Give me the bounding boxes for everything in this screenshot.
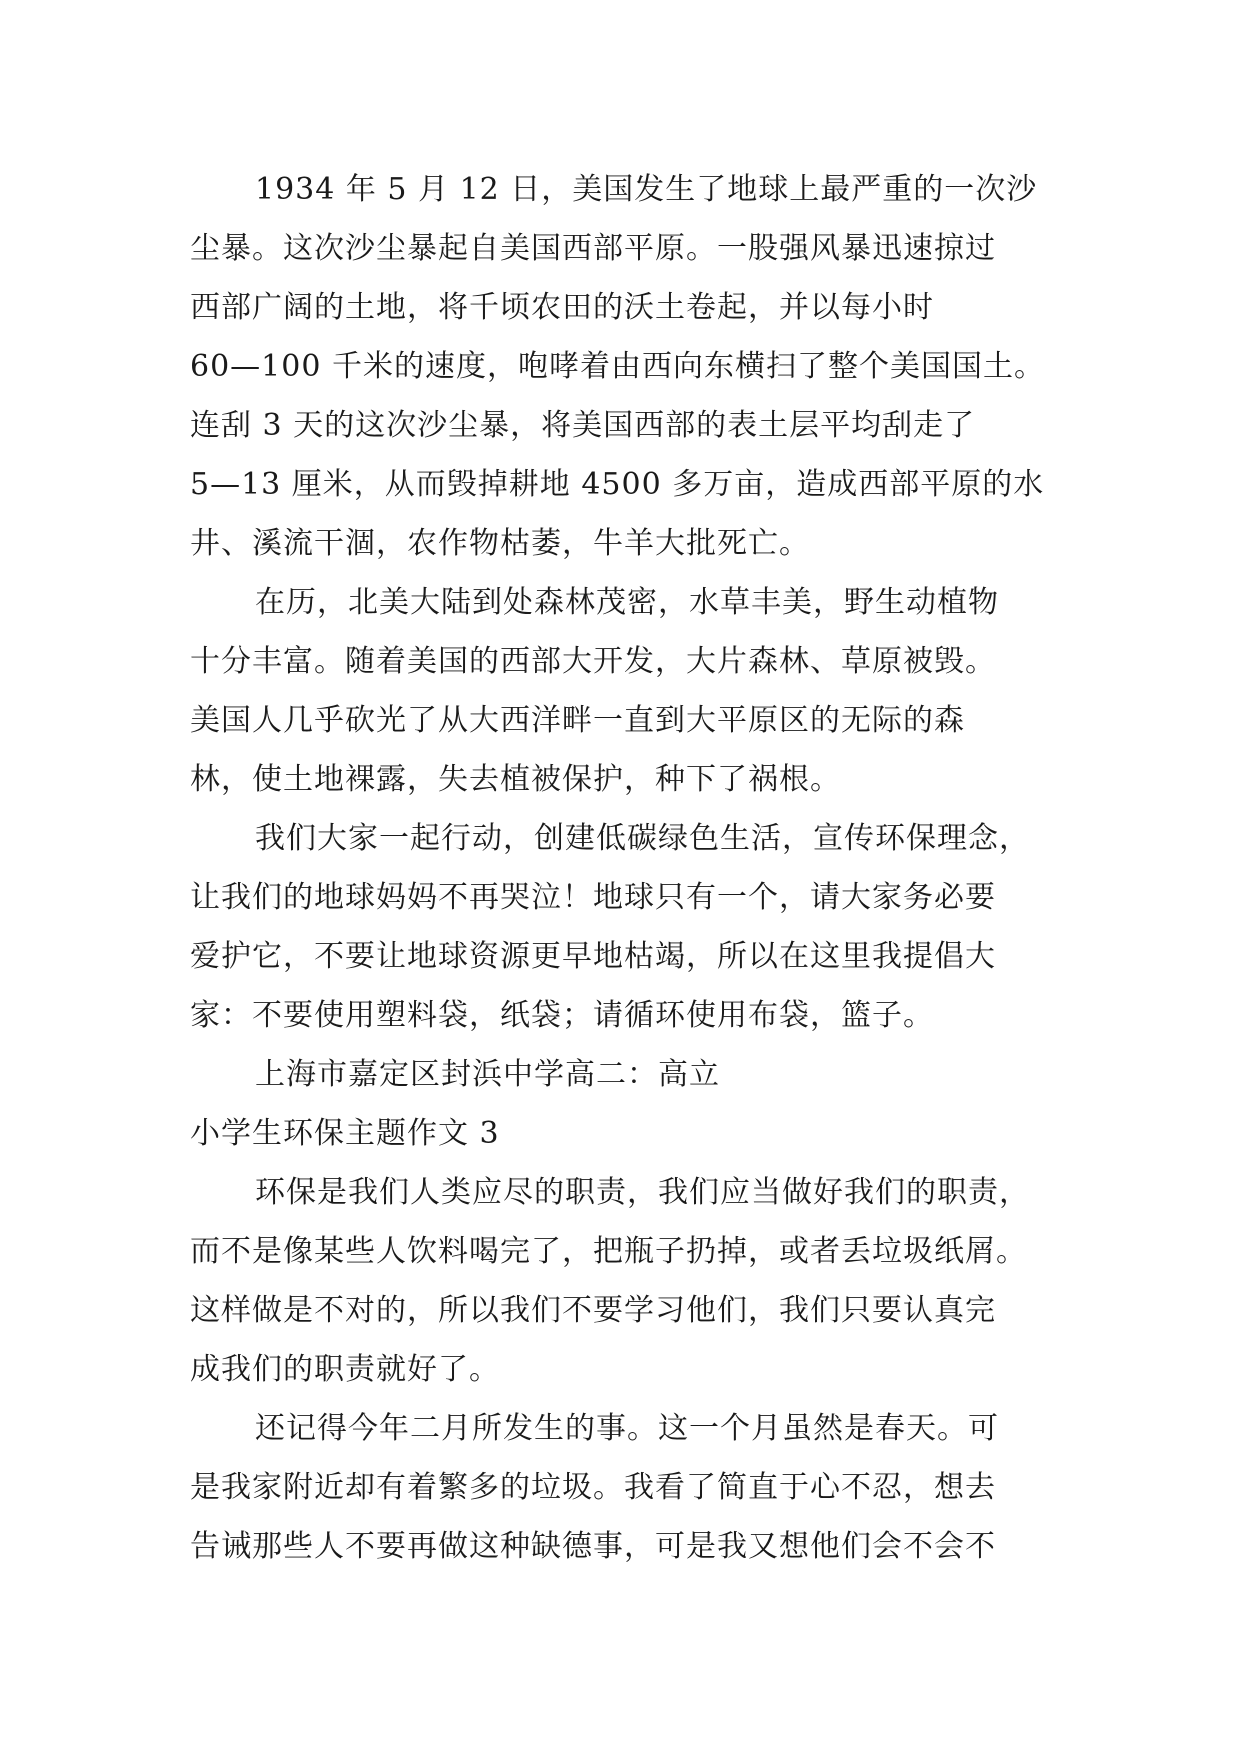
text-line: 让我们的地球妈妈不再哭泣！地球只有一个，请大家务必要 (190, 880, 996, 915)
text-line: 而不是像某些人饮料喝完了，把瓶子扔掉，或者丢垃圾纸屑。 (190, 1234, 1027, 1269)
text-line: 环保是我们人类应尽的职责，我们应当做好我们的职责， (255, 1175, 1030, 1210)
text-line: 我们大家一起行动，创建低碳绿色生活，宣传环保理念， (255, 821, 1030, 856)
text-line: 西部广阔的土地，将千顷农田的沃土卷起，并以每小时 (190, 290, 934, 325)
text-line: 在历，北美大陆到处森林茂密，水草丰美，野生动植物 (255, 585, 999, 620)
text-line: 告诫那些人不要再做这种缺德事，可是我又想他们会不会不 (190, 1529, 996, 1564)
text-line: 爱护它，不要让地球资源更早地枯竭，所以在这里我提倡大 (190, 939, 996, 974)
text-line: 还记得今年二月所发生的事。这一个月虽然是春天。可 (255, 1411, 999, 1446)
text-line: 尘暴。这次沙尘暴起自美国西部平原。一股强风暴迅速掠过 (190, 231, 996, 266)
text-line: 成我们的职责就好了。 (190, 1352, 500, 1387)
text-line: 连刮 3 天的这次沙尘暴，将美国西部的表土层平均刮走了 (190, 408, 976, 443)
author-line: 上海市嘉定区封浜中学高二：高立 (255, 1057, 720, 1092)
text-line: 美国人几乎砍光了从大西洋畔一直到大平原区的无际的森 (190, 703, 965, 738)
text-line: 井、溪流干涸，农作物枯萎，牛羊大批死亡。 (190, 526, 810, 561)
text-line: 十分丰富。随着美国的西部大开发，大片森林、草原被毁。 (190, 644, 996, 679)
text-line: 家：不要使用塑料袋，纸袋；请循环使用布袋，篮子。 (190, 998, 934, 1033)
text-line: 5—13 厘米，从而毁掉耕地 4500 多万亩，造成西部平原的水 (190, 467, 1045, 502)
section-heading: 小学生环保主题作文 3 (190, 1116, 500, 1151)
text-line: 林，使土地裸露，失去植被保护，种下了祸根。 (190, 762, 841, 797)
text-line: 60—100 千米的速度，咆哮着由西向东横扫了整个美国国土。 (190, 349, 1045, 384)
text-line: 1934 年 5 月 12 日，美国发生了地球上最严重的一次沙 (255, 172, 1038, 207)
text-line: 这样做是不对的，所以我们不要学习他们，我们只要认真完 (190, 1293, 996, 1328)
text-line: 是我家附近却有着繁多的垃圾。我看了简直于心不忍，想去 (190, 1470, 996, 1505)
